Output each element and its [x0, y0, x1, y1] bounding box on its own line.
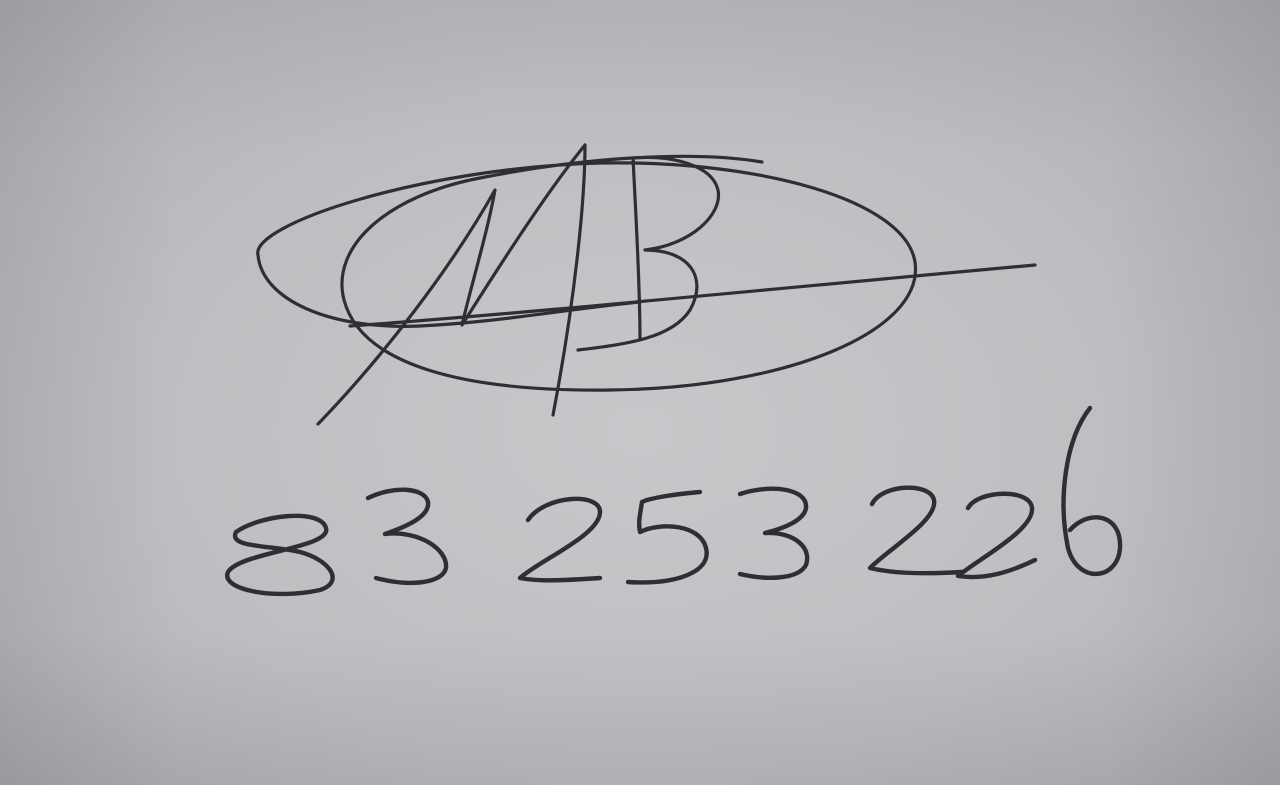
signature-letter-m	[318, 145, 585, 424]
digit-8	[227, 516, 332, 594]
signature-monogram	[258, 145, 1035, 424]
signature-number	[227, 408, 1120, 594]
digit-2a	[520, 499, 600, 580]
digit-5	[628, 492, 707, 582]
digit-6	[1064, 408, 1120, 574]
digit-3b	[740, 489, 807, 578]
digit-2c	[958, 494, 1035, 577]
signature-outer-oval	[258, 156, 916, 390]
signature-strike-line	[350, 265, 1035, 326]
digit-3a	[368, 490, 446, 583]
signature-letter-b	[578, 157, 719, 350]
digit-2b	[870, 488, 962, 574]
